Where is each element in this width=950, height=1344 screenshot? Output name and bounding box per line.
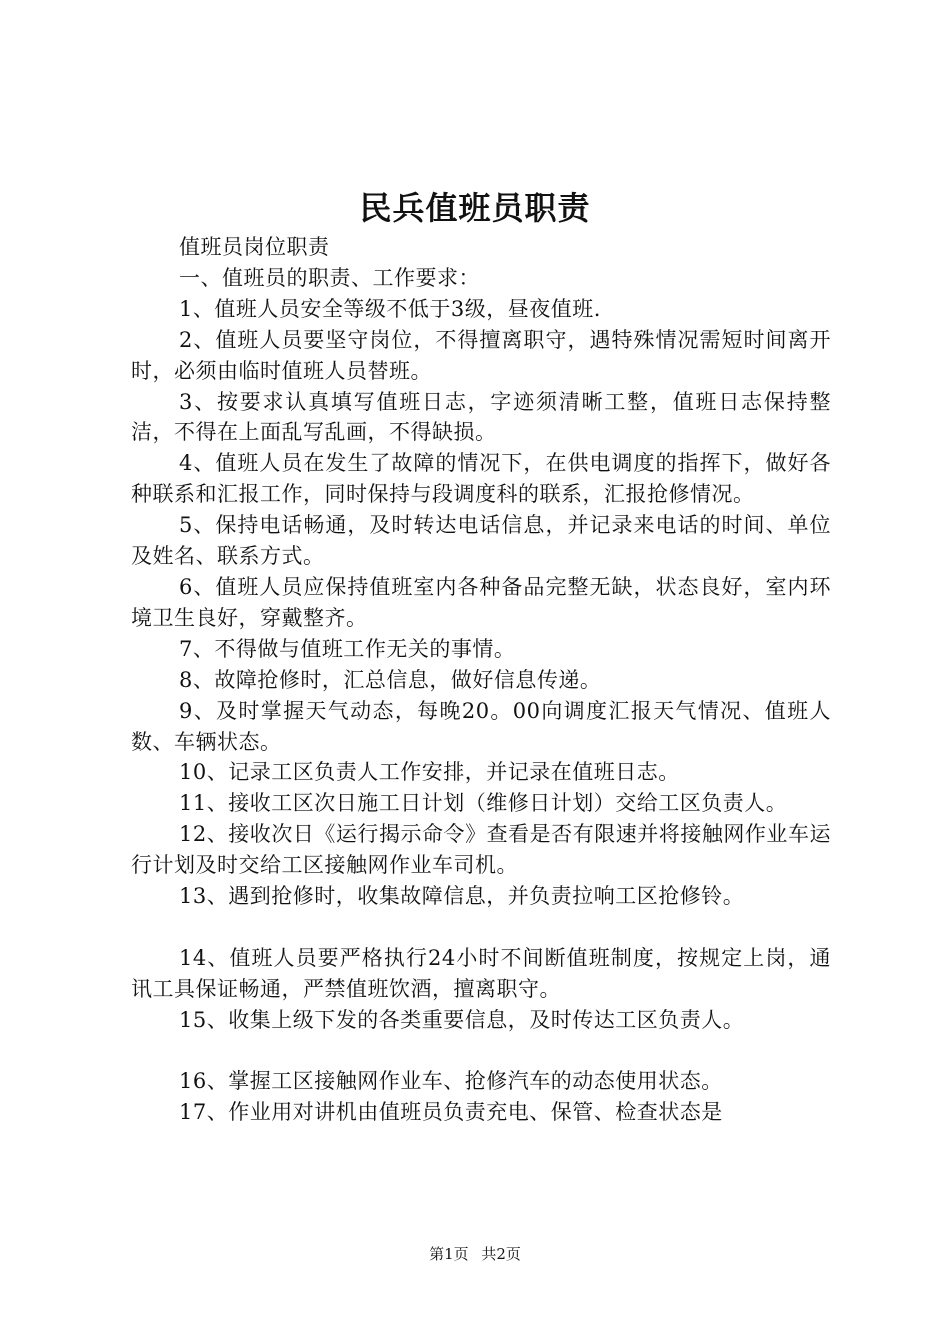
paragraph-heading: 值班员岗位职责 (179, 235, 330, 259)
paragraph-item-1: 1、值班人员安全等级不低于3级，昼夜值班. (179, 296, 601, 321)
page-number: 第1页 (429, 1245, 469, 1263)
blank-line (131, 912, 831, 943)
paragraph-item-17: 17、作业用对讲机由值班员负责充电、保管、检查状态是 (179, 1100, 723, 1125)
paragraph-item-14: 14、值班人员要严格执行24小时不间断值班制度，按规定上岗，通讯工具保证畅通，严禁值班饮酒，擅离职守。 (131, 945, 831, 1001)
paragraph-item-7: 7、不得做与值班工作无关的事情。 (179, 636, 516, 661)
paragraph-item-3: 3、按要求认真填写值班日志，字迹须清晰工整，值班日志保持整洁，不得在上面乱写乱画，不得缺损。 (131, 389, 831, 445)
paragraph-item-5: 5、保持电话畅通，及时转达电话信息，并记录来电话的时间、单位及姓名、联系方式。 (131, 513, 831, 569)
paragraph-item-15: 15、收集上级下发的各类重要信息，及时传达工区负责人。 (179, 1007, 745, 1032)
paragraph-section-title: 一、值班员的职责、工作要求： (179, 265, 480, 290)
document-title: 民兵值班员职责 (359, 189, 591, 227)
paragraph-item-8: 8、故障抢修时，汇总信息，做好信息传递。 (179, 667, 602, 692)
blank-line (131, 1036, 831, 1067)
document-body (131, 232, 831, 1128)
paragraph-item-9: 9、及时掌握天气动态，每晚20。00向调度汇报天气情况、值班人数、车辆状态。 (131, 698, 831, 754)
paragraph-item-12: 12、接收次日《运行揭示命令》查看是否有限速并将接触网作业车运行计划及时交给工区接触网作业车司机。 (131, 822, 831, 878)
paragraph-item-16: 16、掌握工区接触网作业车、抢修汽车的动态使用状态。 (179, 1069, 723, 1094)
paragraph-item-13: 13、遇到抢修时，收集故障信息，并负责拉响工区抢修铃。 (179, 884, 745, 909)
page-footer (0, 1244, 950, 1264)
paragraph-item-10: 10、记录工区负责人工作安排，并记录在值班日志。 (179, 760, 680, 785)
page-total: 共2页 (481, 1245, 521, 1263)
paragraph-item-2: 2、值班人员要坚守岗位，不得擅离职守，遇特殊情况需短时间离开时，必须由临时值班人员替班。 (131, 327, 831, 383)
paragraph-item-4: 4、值班人员在发生了故障的情况下，在供电调度的指挥下，做好各种联系和汇报工作，同时保持与段调度科的联系，汇报抢修情况。 (131, 451, 831, 507)
paragraph-item-11: 11、接收工区次日施工日计划（维修日计划）交给工区负责人。 (179, 791, 788, 816)
paragraph-item-6: 6、值班人员应保持值班室内各种备品完整无缺，状态良好，室内环境卫生良好，穿戴整齐。 (131, 574, 831, 630)
